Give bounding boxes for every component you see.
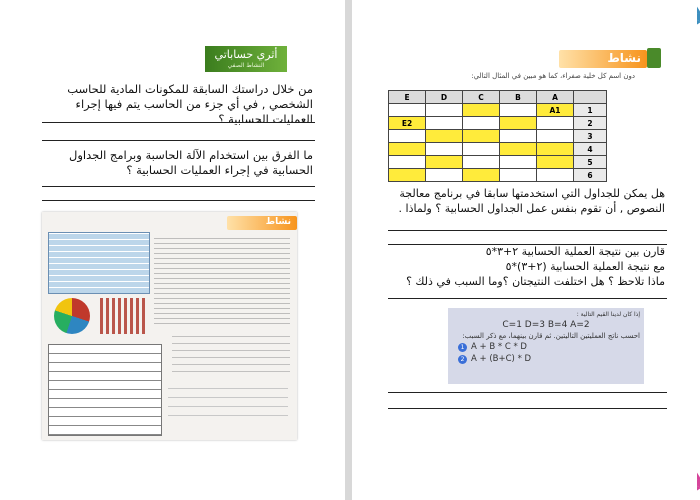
table-instruction: دون اسم كل خلية صفراء، كما هو مبين في المثال التالي: — [471, 72, 635, 80]
table-row — [389, 104, 607, 117]
cell — [537, 169, 574, 182]
yellow-cell — [426, 130, 463, 143]
yellow-cell — [537, 143, 574, 156]
row-header: 4 — [574, 143, 607, 156]
scan-bar-chart — [100, 298, 148, 334]
table-row — [389, 156, 607, 169]
page-gutter — [345, 0, 352, 500]
yellow-cell — [389, 143, 426, 156]
textbook-page-image — [42, 212, 297, 440]
answer-line — [42, 200, 315, 201]
values-header: إذا كان لدينا القيم التالية : — [576, 311, 640, 318]
cell — [463, 143, 500, 156]
yellow-cell — [463, 104, 500, 117]
scan-activity-title: نشاط — [265, 217, 291, 227]
activity-icon — [647, 48, 661, 68]
scan-activity-banner — [227, 216, 297, 230]
yellow-cell — [389, 169, 426, 182]
option-1 — [458, 342, 640, 352]
compare-line-2: مع نتيجة العملية الحسابية (٢+٣)*٥ — [505, 260, 665, 273]
compare-line-1: قارن بين نتيجة العملية الحسابية ٢+٣*٥ — [485, 245, 665, 258]
row-header: 1 — [574, 104, 607, 117]
column-header: E — [389, 91, 426, 104]
values-box — [448, 308, 644, 384]
yellow-cell — [426, 156, 463, 169]
table-row — [389, 117, 607, 130]
cell — [389, 104, 426, 117]
cell — [463, 117, 500, 130]
scan-spreadsheet-thumbnail — [48, 232, 150, 294]
scan-option-list — [172, 330, 290, 374]
yellow-cell — [537, 156, 574, 169]
column-header-row — [389, 91, 607, 104]
row-header: 6 — [574, 169, 607, 182]
values-list: C=1 D=3 B=4 A=2 — [502, 320, 590, 330]
scan-data-table — [48, 344, 162, 436]
answer-line — [42, 140, 315, 141]
cell — [389, 156, 426, 169]
column-header: D — [426, 91, 463, 104]
column-header: C — [463, 91, 500, 104]
scan-pie-chart — [54, 298, 90, 334]
corner-cell — [574, 91, 607, 104]
question-2: ما الفرق بين استخدام الآلة الحاسبة وبرامج الجداول الحسابية في إجراء العمليات الحسابية ؟ — [69, 148, 313, 177]
option-number: 1 — [458, 343, 467, 352]
cell — [537, 130, 574, 143]
table-row — [389, 130, 607, 143]
table-row — [389, 143, 607, 156]
answer-line — [42, 186, 315, 187]
cell — [500, 104, 537, 117]
cell — [389, 130, 426, 143]
scan-answer-lines — [168, 380, 288, 420]
column-header: A — [537, 91, 574, 104]
yellow-cell — [463, 169, 500, 182]
cell — [463, 156, 500, 169]
answer-line — [388, 230, 667, 231]
yellow-cell — [500, 143, 537, 156]
row-header: 5 — [574, 156, 607, 169]
cell — [500, 130, 537, 143]
scan-body-text — [154, 234, 290, 326]
answer-line — [388, 298, 667, 299]
cell — [426, 104, 463, 117]
cell — [426, 117, 463, 130]
option-expression: A + B * C * D — [471, 342, 527, 352]
banner-title: أثري حساباتي — [214, 48, 278, 61]
activity-title: نشاط — [607, 51, 641, 65]
spreadsheet-table — [388, 90, 607, 182]
left-worksheet-page — [0, 0, 345, 500]
yellow-cell — [463, 130, 500, 143]
cell — [426, 143, 463, 156]
cell — [500, 169, 537, 182]
option-expression: A + (B+C) * D — [471, 354, 532, 364]
activity-banner — [559, 50, 647, 68]
answer-line — [388, 392, 667, 393]
column-header: B — [500, 91, 537, 104]
option-number: 2 — [458, 355, 467, 364]
cell — [537, 117, 574, 130]
section-banner — [205, 46, 287, 72]
answer-line — [388, 408, 667, 409]
question-compare — [388, 244, 665, 289]
table-row — [389, 169, 607, 182]
yellow-cell — [500, 117, 537, 130]
cell — [500, 156, 537, 169]
cell — [426, 169, 463, 182]
row-header: 2 — [574, 117, 607, 130]
yellow-cell: A1 — [537, 104, 574, 117]
compare-line-3: ماذا تلاحظ ؟ هل اختلفت النتيجتان ؟وما السبب في ذلك ؟ — [406, 275, 665, 288]
right-worksheet-page — [352, 0, 697, 500]
option-2 — [458, 354, 640, 364]
row-header: 3 — [574, 130, 607, 143]
values-task: احسب ناتج العمليتين التاليتين. ثم قارن بينهما، مع ذكر السبب: — [462, 332, 640, 340]
banner-subtitle: النشاط الصفي — [227, 62, 265, 69]
yellow-cell: E2 — [389, 117, 426, 130]
answer-line — [42, 122, 315, 123]
question-tables: هل يمكن للجداول التي استخدمتها سابقا في برنامج معالجة النصوص , أن تقوم بنفس عمل الجداول الحسابية ؟ ولماذا . — [398, 187, 665, 215]
question-1: من خلال دراستك السابقة للمكونات المادية للحاسب الشخصي , في أي جزء من الحاسب يتم فيها إجراء العمليات الحسابية ؟ — [67, 82, 313, 126]
